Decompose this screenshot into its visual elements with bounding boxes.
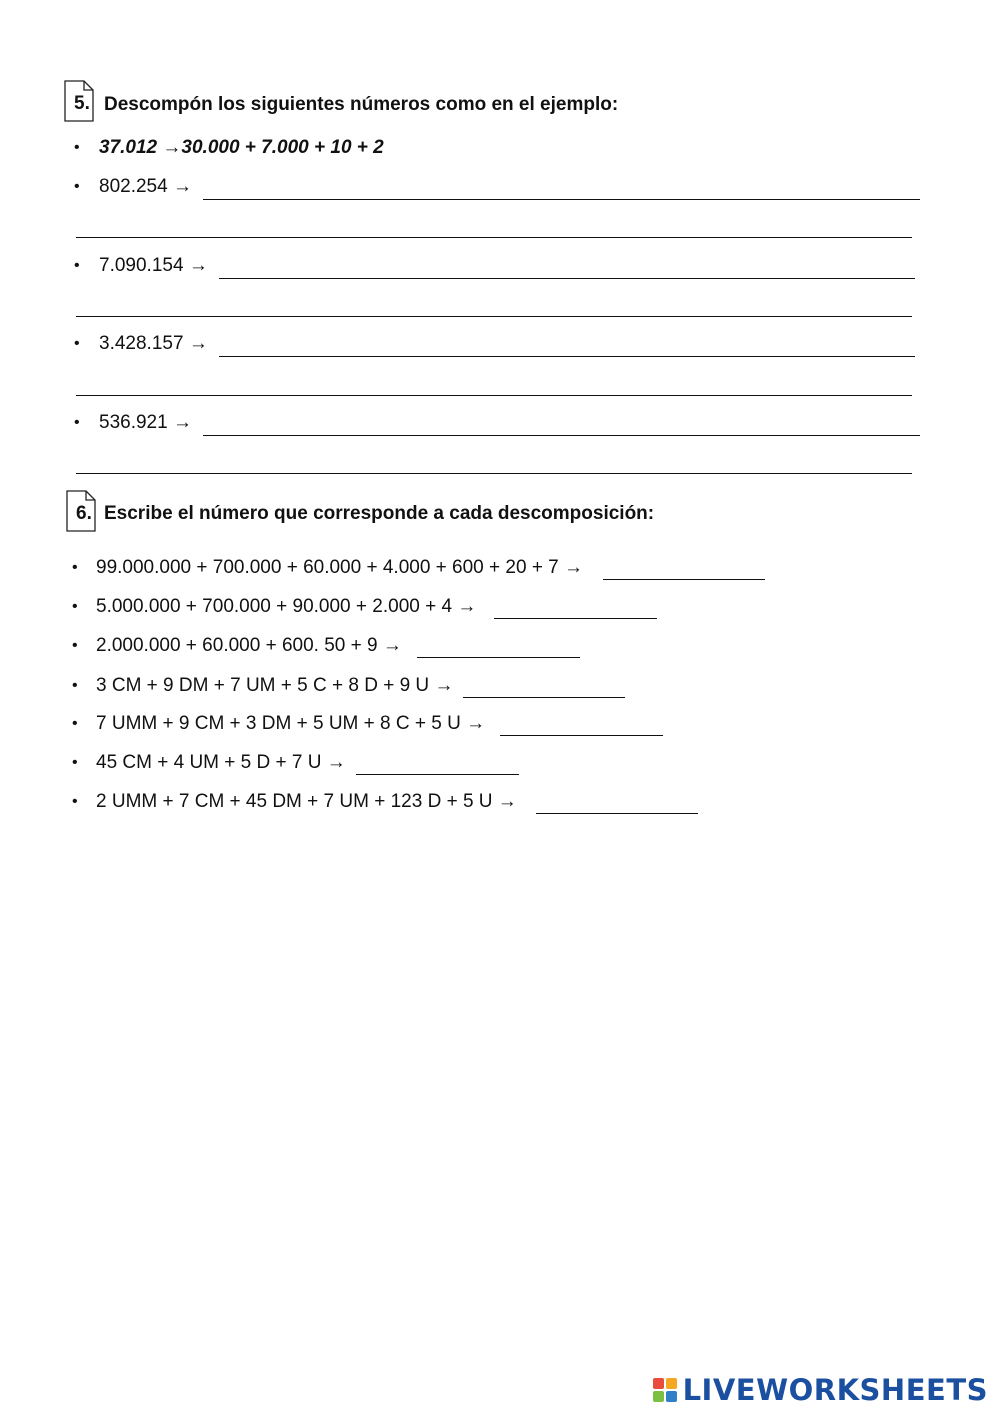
answer-input-3428157-line-1[interactable]	[219, 334, 915, 357]
logo-square	[653, 1378, 664, 1389]
example-answer: 30.000 + 7.000 + 10 + 2	[181, 137, 384, 158]
expression: 5.000.000 + 700.000 + 90.000 + 2.000 + 4	[96, 596, 453, 617]
answer-input-536921-line-2[interactable]	[76, 451, 912, 474]
item-number: 536.921	[99, 412, 168, 433]
answer-input-3428157-line-2[interactable]	[76, 373, 912, 396]
bullet: •	[72, 637, 78, 654]
answer-input-composition-4[interactable]	[463, 675, 625, 698]
bullet: •	[74, 178, 80, 195]
decompose-item-1	[99, 176, 192, 198]
answer-input-composition-3[interactable]	[417, 635, 580, 658]
answer-input-composition-2[interactable]	[494, 596, 657, 619]
bullet: •	[74, 335, 80, 352]
logo-text: LIVEWORKSHEETS	[682, 1373, 988, 1407]
composition-item-5	[96, 713, 485, 735]
answer-input-composition-6[interactable]	[356, 752, 519, 775]
item-number: 802.254	[99, 176, 168, 197]
bullet: •	[74, 257, 80, 274]
exercise-6-title: Escribe el número que corresponde a cada descomposición:	[104, 503, 655, 524]
bullet: •	[72, 715, 78, 732]
arrow-icon: →	[382, 635, 402, 656]
decompose-item-3	[99, 333, 208, 355]
arrow-icon: →	[162, 137, 182, 158]
arrow-icon: →	[434, 675, 454, 696]
expression: 7 UMM + 9 CM + 3 DM + 5 UM + 8 C + 5 U	[96, 713, 461, 734]
liveworksheets-logo	[653, 1373, 988, 1407]
bullet: •	[72, 677, 78, 694]
arrow-icon: →	[466, 713, 486, 734]
arrow-icon: →	[326, 752, 346, 773]
example-number: 37.012	[99, 137, 158, 158]
bullet: •	[72, 793, 78, 810]
bullet: •	[72, 754, 78, 771]
answer-input-composition-7[interactable]	[536, 791, 698, 814]
item-number: 3.428.157	[99, 333, 184, 354]
arrow-icon: →	[564, 557, 584, 578]
exercise-5-number: 5.	[74, 93, 90, 114]
answer-input-802254-line-2[interactable]	[76, 215, 912, 238]
arrow-icon: →	[172, 412, 192, 433]
arrow-icon: →	[188, 333, 208, 354]
example-line	[99, 137, 384, 159]
item-number: 7.090.154	[99, 255, 184, 276]
composition-item-6	[96, 752, 346, 774]
arrow-icon: →	[188, 255, 208, 276]
bullet: •	[72, 598, 78, 615]
logo-square	[653, 1391, 664, 1402]
composition-item-2	[96, 596, 476, 618]
bullet: •	[74, 139, 80, 156]
composition-item-7	[96, 791, 517, 813]
answer-input-composition-1[interactable]	[603, 557, 765, 580]
answer-input-802254-line-1[interactable]	[203, 177, 920, 200]
expression: 2.000.000 + 60.000 + 600. 50 + 9	[96, 635, 378, 656]
arrow-icon: →	[497, 791, 517, 812]
bullet: •	[72, 559, 78, 576]
expression: 99.000.000 + 700.000 + 60.000 + 4.000 + 600 + 20 + 7	[96, 557, 559, 578]
expression: 3 CM + 9 DM + 7 UM + 5 C + 8 D + 9 U	[96, 675, 430, 696]
answer-input-7090154-line-1[interactable]	[219, 256, 915, 279]
expression: 2 UMM + 7 CM + 45 DM + 7 UM + 123 D + 5 U	[96, 791, 493, 812]
expression: 45 CM + 4 UM + 5 D + 7 U	[96, 752, 322, 773]
bullet: •	[74, 414, 80, 431]
answer-input-7090154-line-2[interactable]	[76, 294, 912, 317]
decompose-item-2	[99, 255, 208, 277]
arrow-icon: →	[457, 596, 477, 617]
logo-square	[666, 1378, 677, 1389]
arrow-icon: →	[172, 176, 192, 197]
composition-item-3	[96, 635, 402, 657]
answer-input-composition-5[interactable]	[500, 713, 663, 736]
composition-item-4	[96, 675, 453, 697]
decompose-item-4	[99, 412, 192, 434]
exercise-5-title: Descompón los siguientes números como en el ejemplo:	[104, 94, 619, 115]
answer-input-536921-line-1[interactable]	[203, 413, 920, 436]
exercise-6-number: 6.	[76, 503, 92, 524]
composition-item-1	[96, 557, 583, 579]
logo-grid-icon	[653, 1378, 677, 1402]
logo-square	[666, 1391, 677, 1402]
